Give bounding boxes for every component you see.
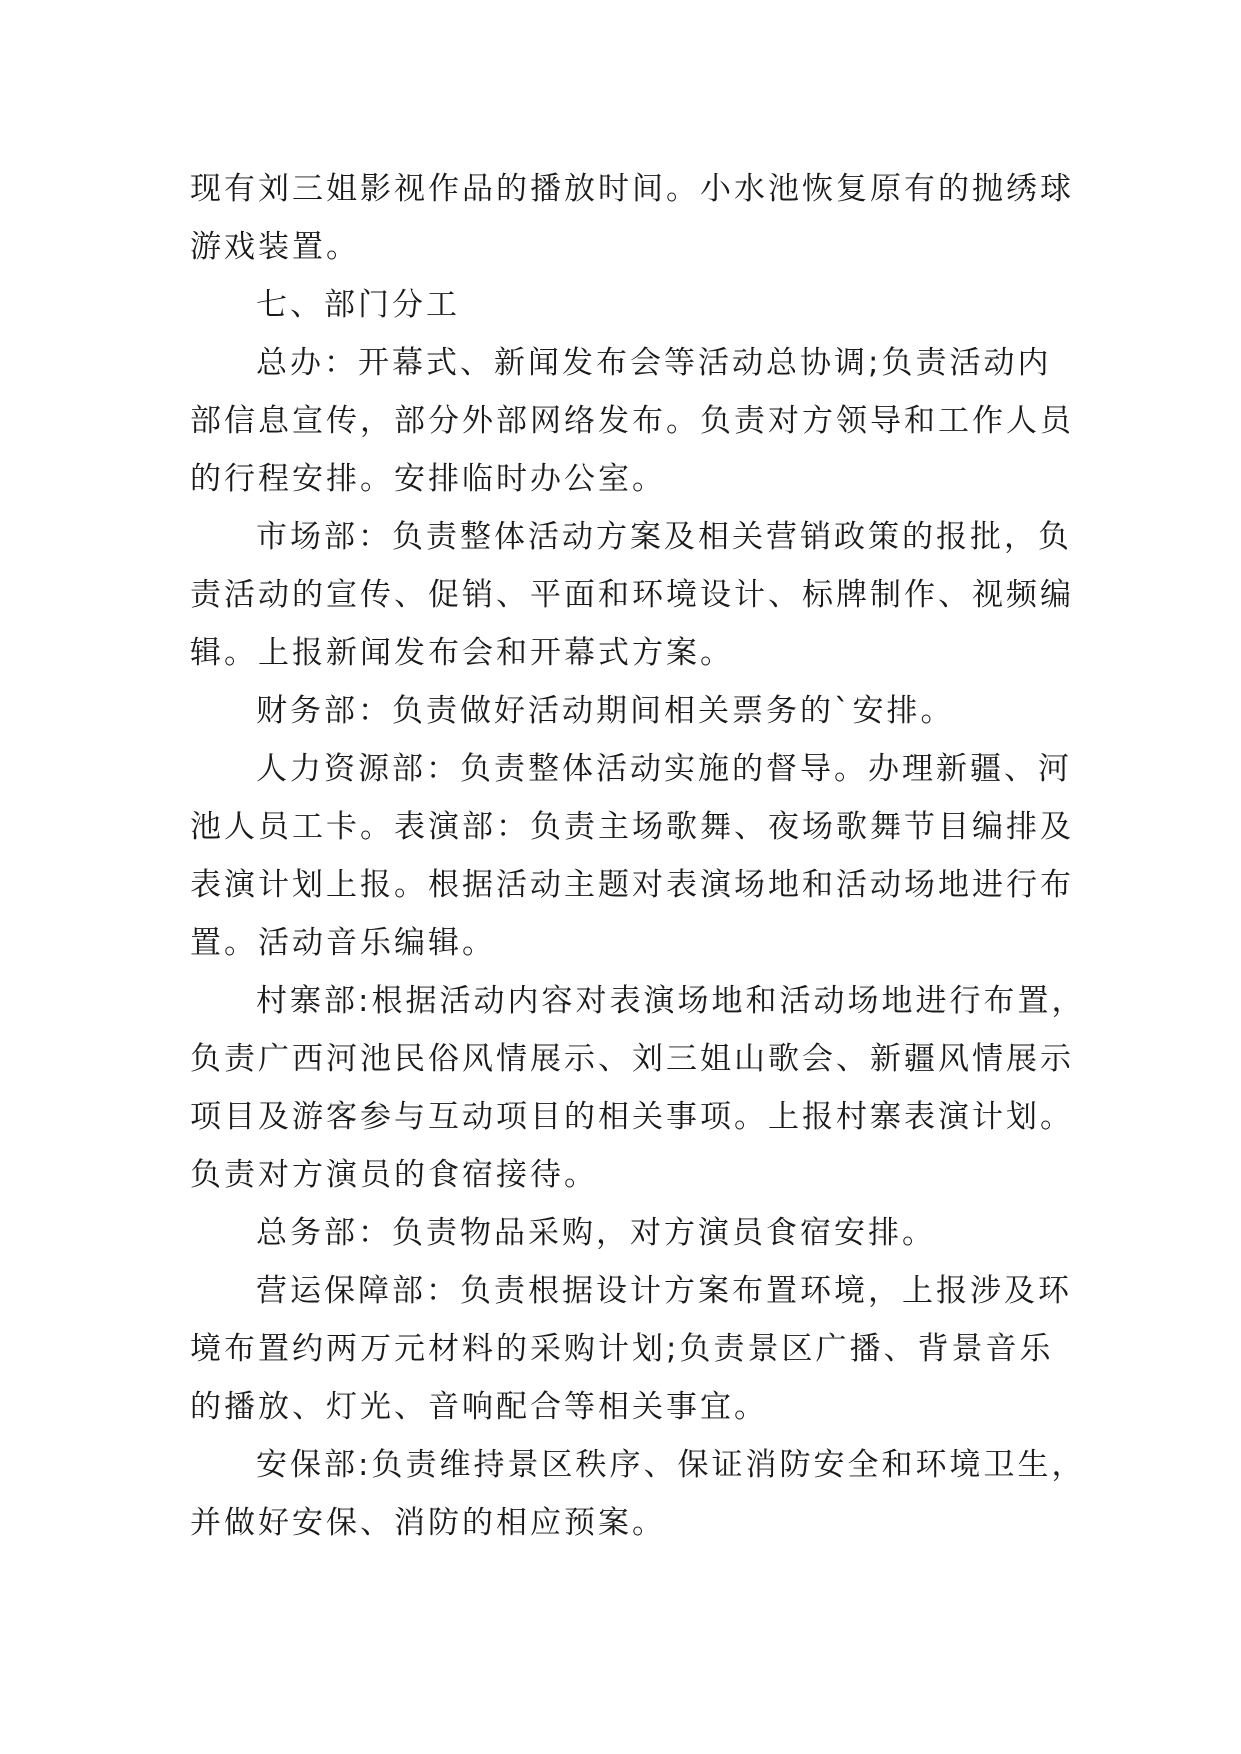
text-line: 责活动的宣传、促销、平面和环境设计、标牌制作、视频编 <box>190 577 1074 613</box>
text-line: 总办：开幕式、新闻发布会等活动总协调;负责活动内 <box>256 345 1052 381</box>
text-line: 的播放、灯光、音响配合等相关事宜。 <box>190 1389 768 1425</box>
text-line: 市场部：负责整体活动方案及相关营销政策的报批，负 <box>256 519 1072 555</box>
text-line: 负责对方演员的食宿接待。 <box>190 1157 598 1193</box>
text-line: 置。活动音乐编辑。 <box>190 925 496 961</box>
text-line: 境布置约两万元材料的采购计划;负责景区广播、背景音乐 <box>190 1331 1054 1367</box>
text-line: 的行程安排。安排临时办公室。 <box>190 461 666 497</box>
text-line: 总务部：负责物品采购，对方演员食宿安排。 <box>256 1215 936 1251</box>
text-line: 人力资源部：负责整体活动实施的督导。办理新疆、河 <box>256 751 1072 787</box>
text-line: 营运保障部：负责根据设计方案布置环境，上报涉及环 <box>256 1273 1072 1309</box>
text-line: 池人员工卡。表演部：负责主场歌舞、夜场歌舞节目编排及 <box>190 809 1074 845</box>
text-line: 部信息宣传，部分外部网络发布。负责对方领导和工作人员 <box>190 403 1074 439</box>
text-line: 七、部门分工 <box>256 287 460 323</box>
text-line: 财务部：负责做好活动期间相关票务的`安排。 <box>256 693 955 729</box>
text-line: 村寨部:根据活动内容对表演场地和活动场地进行布置， <box>256 983 1086 1019</box>
text-line: 并做好安保、消防的相应预案。 <box>190 1505 666 1541</box>
text-line: 游戏装置。 <box>190 229 360 265</box>
text-line: 负责广西河池民俗风情展示、刘三姐山歌会、新疆风情展示 <box>190 1041 1074 1077</box>
text-line: 辑。上报新闻发布会和开幕式方案。 <box>190 635 734 671</box>
text-line: 现有刘三姐影视作品的播放时间。小水池恢复原有的抛绣球 <box>190 171 1074 207</box>
text-line: 安保部:负责维持景区秩序、保证消防安全和环境卫生， <box>256 1447 1086 1483</box>
document-body <box>190 160 1086 1552</box>
text-line: 表演计划上报。根据活动主题对表演场地和活动场地进行布 <box>190 867 1074 903</box>
text-line: 项目及游客参与互动项目的相关事项。上报村寨表演计划。 <box>190 1099 1074 1135</box>
